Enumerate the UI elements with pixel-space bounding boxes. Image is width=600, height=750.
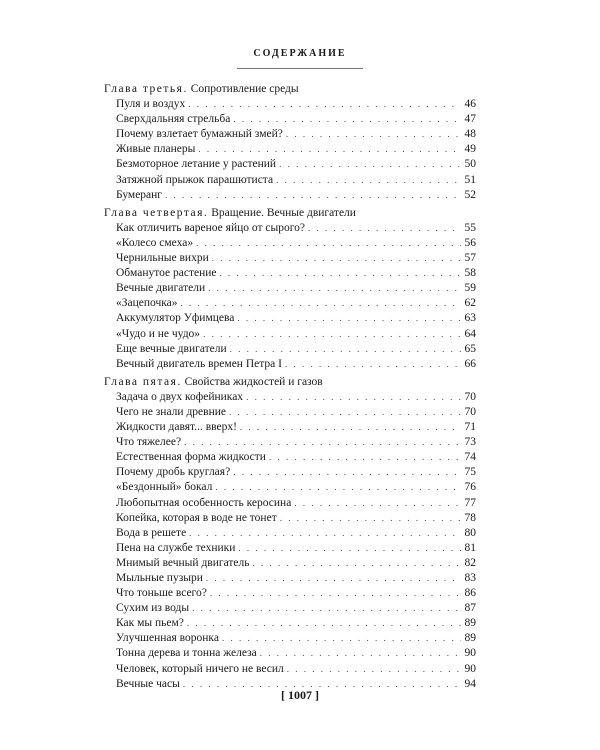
toc-entry: [116, 342, 476, 357]
chapter-title: Свойства жидкостей и газов: [184, 375, 323, 388]
entry-title: Жидкости давят... вверх!: [116, 421, 237, 434]
dot-leader: [308, 221, 461, 236]
entry-title: Затяжной прыжок парашютиста: [116, 173, 274, 186]
dot-leader: [276, 173, 461, 188]
toc-entry: [116, 420, 476, 435]
running-head: СОДЕРЖАНИЕ: [253, 48, 347, 59]
chapter-number: Глава четвертая.: [104, 206, 209, 219]
entry-title: Что тяжелее?: [116, 436, 182, 449]
entry-title: Улучшенная воронка: [116, 632, 219, 645]
dot-leader: [189, 526, 461, 541]
toc-entry: [116, 541, 476, 556]
entry-page-number: 56: [464, 236, 476, 249]
toc-entry: [116, 157, 476, 172]
dot-leader: [198, 142, 461, 157]
entry-title: Чего не знали древние: [116, 405, 226, 418]
entry-title: Вечные двигатели: [116, 282, 206, 295]
toc-entry: [116, 601, 476, 616]
entry-title: «Бездонный» бокал: [116, 481, 213, 494]
dot-leader: [280, 511, 461, 526]
chapter-section: [104, 206, 476, 372]
entry-page-number: 78: [464, 511, 476, 524]
header-rule: [237, 68, 363, 69]
toc-entry: [116, 526, 476, 541]
entry-page-number: 89: [464, 632, 476, 645]
entry-title: Мыльные пузыри: [116, 572, 203, 584]
entry-page-number: 74: [464, 451, 476, 464]
entry-title: Копейка, которая в воде не тонет: [116, 511, 277, 524]
dot-leader: [212, 251, 461, 266]
dot-leader: [230, 342, 461, 357]
entry-page-number: 58: [464, 267, 476, 280]
entry-title: Что тоньше всего?: [116, 587, 207, 600]
entry-page-number: 73: [464, 436, 476, 449]
dot-leader: [203, 327, 461, 342]
entry-page-number: 52: [464, 188, 476, 201]
dot-leader: [208, 281, 461, 296]
entry-page-number: 71: [464, 421, 476, 434]
entry-title: Как отличить вареное яйцо от сырого?: [116, 221, 305, 234]
dot-leader: [210, 586, 461, 601]
entry-page-number: 51: [464, 173, 476, 186]
toc-entry: [116, 97, 476, 112]
entry-title: Почему дробь круглая?: [116, 466, 231, 479]
dot-leader: [286, 127, 461, 142]
dot-leader: [279, 157, 461, 172]
toc-entry: [116, 646, 476, 661]
entry-title: «Колесо смеха»: [116, 236, 194, 249]
toc-entry: [116, 480, 476, 495]
toc-entry: [116, 357, 476, 372]
chapter-section: [104, 82, 476, 203]
dot-leader: [233, 112, 461, 127]
entry-page-number: 70: [464, 405, 476, 418]
toc-entry: [116, 188, 476, 203]
dot-leader: [269, 450, 461, 465]
dot-leader: [188, 97, 461, 112]
dot-leader: [165, 188, 461, 203]
entry-page-number: 50: [464, 158, 476, 171]
entry-title: Чернильные вихри: [116, 252, 209, 265]
entry-title: Еще вечные двигатели: [116, 342, 227, 355]
chapter-number: Глава третья.: [104, 83, 188, 95]
toc-entry: [116, 450, 476, 465]
toc-entry: [116, 556, 476, 571]
toc-entry: [116, 236, 476, 251]
entry-title: Пуля и воздух: [116, 98, 186, 111]
entry-title: Задача о двух кофейниках: [116, 390, 244, 403]
dot-leader: [192, 601, 461, 616]
entry-page-number: 57: [464, 252, 476, 265]
toc-entry: [116, 571, 476, 586]
chapter-heading: [104, 375, 476, 390]
dot-leader: [187, 616, 461, 631]
dot-leader: [237, 311, 461, 326]
entry-page-number: 89: [464, 617, 476, 630]
chapter-heading: [104, 82, 476, 97]
entry-page-number: 94: [464, 677, 476, 690]
entry-page-number: 80: [464, 526, 476, 539]
toc-entry: [116, 327, 476, 342]
dot-leader: [238, 541, 461, 556]
dot-leader: [196, 236, 461, 251]
page-number: [ 1007 ]: [281, 688, 319, 702]
entry-page-number: 64: [464, 327, 476, 340]
dot-leader: [206, 571, 461, 586]
entry-page-number: 70: [464, 390, 476, 403]
entry-page-number: 90: [464, 662, 476, 675]
toc-entry: [116, 435, 476, 450]
dot-leader: [294, 496, 461, 511]
toc-entry: [116, 266, 476, 281]
dot-leader: [184, 435, 461, 450]
chapter-heading: [104, 206, 476, 221]
entry-page-number: 48: [464, 128, 476, 141]
entry-title: Естественная форма жидкости: [116, 451, 266, 464]
entry-title: Вечный двигатель времен Петра I: [116, 357, 282, 370]
entry-title: «Чудо и не чудо»: [116, 327, 201, 340]
entry-page-number: 63: [464, 312, 476, 325]
toc-entry: [116, 405, 476, 420]
entry-page-number: 62: [464, 297, 476, 310]
entry-page-number: 66: [464, 357, 476, 370]
toc-entry: [116, 112, 476, 127]
entry-title: Мнимый вечный двигатель: [116, 556, 250, 569]
dot-leader: [260, 646, 461, 661]
entry-page-number: 65: [464, 342, 476, 355]
dot-leader: [240, 420, 461, 435]
toc-entry: [116, 251, 476, 266]
toc-entry: [116, 511, 476, 526]
entry-title: Аккумулятор Уфимцева: [116, 312, 235, 325]
entry-title: Вечные часы: [116, 677, 180, 690]
dot-leader: [222, 631, 461, 646]
entry-title: Тонна дерева и тонна железа: [116, 647, 257, 660]
entry-page-number: 83: [464, 572, 476, 584]
toc-entry: [116, 465, 476, 480]
entry-page-number: 87: [464, 602, 476, 615]
chapter-number: Глава пятая.: [104, 375, 182, 388]
dot-leader: [285, 357, 461, 372]
entry-title: Обманутое растение: [116, 267, 217, 280]
toc-entry: [116, 662, 476, 677]
chapter-title: Сопротивление среды: [190, 83, 299, 95]
entry-page-number: 77: [464, 496, 476, 509]
entry-title: Человек, который ничего не весил: [116, 662, 284, 675]
entry-page-number: 90: [464, 647, 476, 660]
entry-title: Живые планеры: [116, 143, 196, 156]
entry-title: Сверхдальняя стрельба: [116, 113, 231, 126]
entry-title: Почему взлетает бумажный змей?: [116, 128, 283, 141]
dot-leader: [229, 405, 461, 420]
toc-entry: [116, 173, 476, 188]
toc-entry: [116, 281, 476, 296]
toc-entry: [116, 142, 476, 157]
entry-page-number: 46: [464, 98, 476, 111]
toc-entry: [116, 221, 476, 236]
entry-page-number: 76: [464, 481, 476, 494]
dot-leader: [215, 480, 461, 495]
dot-leader: [233, 465, 461, 480]
entry-title: Любопытная особенность керосина: [116, 496, 292, 509]
chapter-section: [104, 375, 476, 692]
entry-page-number: 55: [464, 221, 476, 234]
entry-title: Вода в решете: [116, 526, 187, 539]
toc-entry: [116, 390, 476, 405]
dot-leader: [220, 266, 462, 281]
toc-entry: [116, 127, 476, 142]
chapter-title: Вращение. Вечные двигатели: [211, 206, 356, 219]
dot-leader: [287, 662, 461, 677]
entry-title: Как мы пьем?: [116, 617, 184, 630]
entry-page-number: 82: [464, 556, 476, 569]
entry-page-number: 86: [464, 587, 476, 600]
toc-entry: [116, 311, 476, 326]
toc-entry: [116, 296, 476, 311]
entry-page-number: 59: [464, 282, 476, 295]
toc-entry: [116, 586, 476, 601]
entry-page-number: 47: [464, 113, 476, 126]
dot-leader: [253, 556, 461, 571]
entry-page-number: 81: [464, 541, 476, 554]
entry-title: Сухим из воды: [116, 602, 190, 615]
dot-leader: [246, 390, 461, 405]
entry-title: «Зацепочка»: [116, 297, 178, 310]
entry-title: Пена на службе техники: [116, 541, 236, 554]
entry-title: Безмоторное летание у растений: [116, 158, 277, 171]
toc-entry: [116, 631, 476, 646]
entry-page-number: 49: [464, 143, 476, 156]
table-of-contents: [104, 82, 476, 692]
toc-entry: [116, 496, 476, 511]
entry-title: Бумеранг: [116, 188, 163, 201]
toc-entry: [116, 616, 476, 631]
entry-page-number: 75: [464, 466, 476, 479]
dot-leader: [181, 296, 461, 311]
